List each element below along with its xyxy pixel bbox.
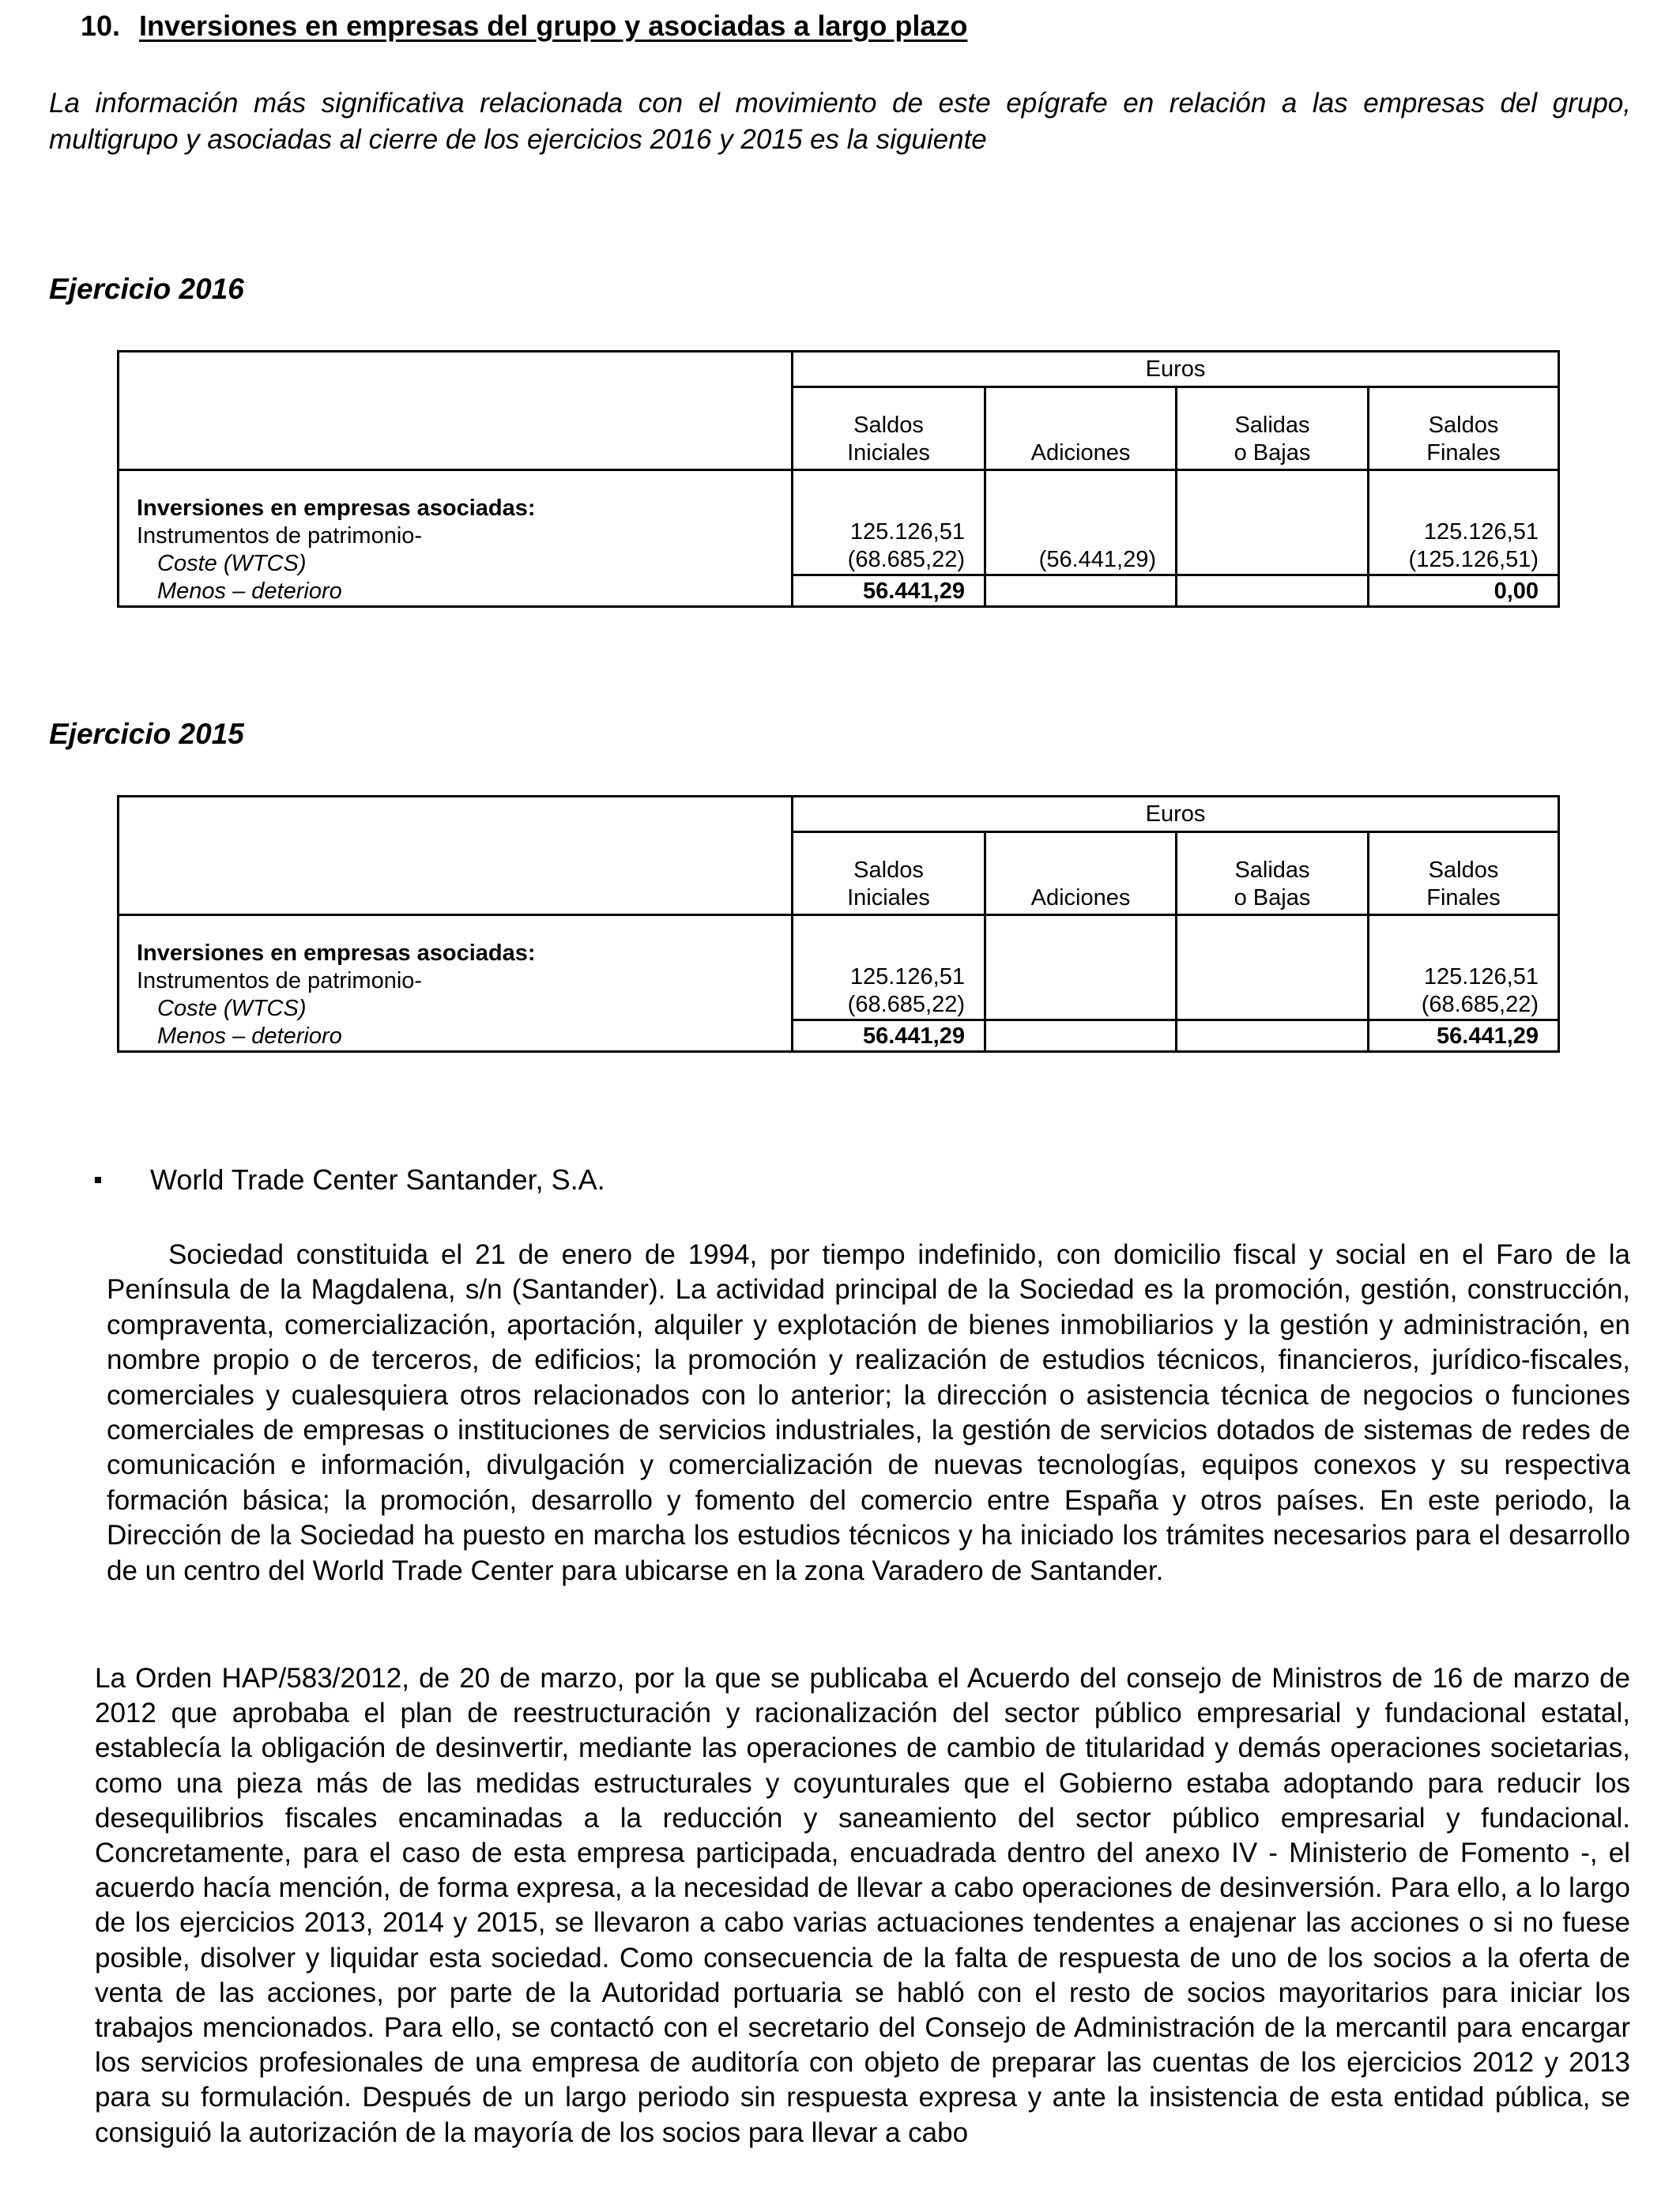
bullet-icon <box>95 1177 101 1183</box>
row-label-coste: Coste (WTCS) <box>157 551 307 576</box>
value-cell: 125.126,51 <box>849 519 965 545</box>
cell-values-col3 <box>1177 915 1369 1020</box>
col-header-salidas: Salidas o Bajas <box>1177 387 1369 470</box>
investments-table-2016 <box>117 350 1560 608</box>
row-label-deterioro: Menos – deterioro <box>157 579 342 604</box>
value-cell: 125.126,51 <box>1423 519 1539 545</box>
table-corner <box>119 352 793 387</box>
value-cell <box>1177 518 1348 546</box>
row-label-coste: Coste (WTCS) <box>157 996 307 1021</box>
value-cell: 125.126,51 <box>849 964 965 990</box>
value-cell <box>986 991 1156 1019</box>
col-header-saldos-finales: Saldos Finales <box>1369 387 1559 470</box>
company-bullet <box>95 1163 605 1197</box>
cell-values-col3 <box>1177 470 1369 575</box>
value-cell <box>986 963 1156 991</box>
label-header-cell <box>119 832 793 915</box>
cell-values-col2 <box>985 915 1177 1020</box>
total-cell: 56.441,29 <box>793 1020 985 1052</box>
group-label: Inversiones en empresas asociadas: <box>137 941 536 966</box>
value-cell <box>1177 991 1348 1019</box>
total-cell <box>985 575 1177 607</box>
row-labels <box>119 915 793 1052</box>
cell-values-col4 <box>1369 915 1559 1020</box>
col-header-saldos-finales: Saldos Finales <box>1369 832 1559 915</box>
intro-paragraph: La información más significativa relacionada con el movimiento de este epígrafe en relación a las empresas del grupo, multigrupo y asociadas al cierre de los ejercicios 2016 y 2015 es la siguiente <box>49 88 1631 155</box>
col-header-adiciones: Adiciones <box>985 387 1177 470</box>
total-cell <box>1177 575 1369 607</box>
value-cell: 125.126,51 <box>1423 964 1539 990</box>
value-cell: (68.685,22) <box>847 547 965 572</box>
value-cell: (125.126,51) <box>1408 547 1539 572</box>
sub-label: Instrumentos de patrimonio- <box>137 968 423 993</box>
cell-values-col1 <box>793 915 985 1020</box>
divestment-paragraph: La Orden HAP/583/2012, de 20 de marzo, por la que se publicaba el Acuerdo del consejo de Ministros de 16 de marzo de 2012 que aprobaba el plan de reestructuración y racionalización del sector público empresarial y fundacional estatal, establecía la obligación de desinvertir, mediante las operaciones de cambio de titularidad y demás operaciones societarias, como una pieza más de las medidas estructurales y coyunturales que el Gobierno estaba adoptando para reducir los desequilibrios fiscales encaminadas a la reducción y saneamiento del sector público empresarial y fundacional. Concretamente, para el caso de esta empresa participada, encuadrada dentro del anexo IV - Ministerio de Fomento -, el acuerdo hacía mención, de forma expresa, a la necesidad de llevar a cabo operaciones de desinversión. Para ello, a lo largo de los ejercicios 2013, 2014 y 2015, se llevaron a cabo varias actuaciones tendentes a enajenar las acciones o si no fuese posible, disolver y liquidar esta sociedad. Como consecuencia de la falta de respuesta de uno de los socios a la oferta de venta de las acciones, por parte de la Autoridad portuaria se habló con el resto de socios mayoritarios para iniciar los trabajos mencionados. Para ello, se contactó con el secretario del Consejo de Administración de la mercantil para encargar los servicios profesionales de una empresa de auditoría con objeto de preparar las cuentas de los ejercicios 2012 y 2013 para su formulación. Después de un largo periodo sin respuesta expresa y ante la insistencia de esta entidad pública, se consiguió la autorización de la mayoría de los socios para llevar a cabo <box>95 1663 1630 2148</box>
company-name: World Trade Center Santander, S.A. <box>150 1163 605 1196</box>
value-cell: (68.685,22) <box>1421 992 1539 1017</box>
total-cell <box>985 1020 1177 1052</box>
value-cell: (68.685,22) <box>847 992 965 1017</box>
section-number: 10. <box>80 9 120 42</box>
label-header-cell <box>119 387 793 470</box>
cell-values-col1 <box>793 470 985 575</box>
sub-label: Instrumentos de patrimonio- <box>137 523 423 548</box>
section-title: Inversiones en empresas del grupo y asociadas a largo plazo <box>139 9 968 42</box>
table-heading-2015: Ejercicio 2015 <box>49 718 244 750</box>
value-cell <box>1177 963 1348 991</box>
group-label: Inversiones en empresas asociadas: <box>137 496 536 521</box>
section-heading <box>49 9 967 43</box>
company-description: Sociedad constituida el 21 de enero de 1994, por tiempo indefinido, con domicilio fiscal y social en el Faro de la Península de la Magdalena, s/n (Santander). La actividad principal de la Sociedad es la promoción, gestión, construcción, compraventa, comercialización, aportación, alquiler y explotación de bienes inmobiliarios y la gestión y administración, en nombre propio o de terceros, de edificios; la promoción y realización de estudios técnicos, financieros, jurídico-fiscales, comerciales y cualesquiera otros relacionados con lo anterior; la dirección o asistencia técnica de negocios o funciones comerciales de empresas o instituciones de servicios industriales, la gestión de servicios dotados de sistemas de redes de comunicación e información, divulgación y comercialización de nuevas tecnologías, equipos conexos y su respectiva formación básica; la promoción, desarrollo y fomento del comercio entre España y otros países. En este periodo, la Dirección de la Sociedad ha puesto en marcha los estudios técnicos y ha iniciado los trámites necesarios para el desarrollo de un centro del World Trade Center para ubicarse en la zona Varadero de Santander. <box>107 1239 1630 1586</box>
cell-values-col4 <box>1369 470 1559 575</box>
col-header-adiciones: Adiciones <box>985 832 1177 915</box>
total-cell: 56.441,29 <box>793 575 985 607</box>
value-cell <box>986 518 1156 546</box>
currency-header: Euros <box>793 797 1559 832</box>
total-cell: 56.441,29 <box>1369 1020 1559 1052</box>
col-header-saldos-iniciales: Saldos Iniciales <box>793 832 985 915</box>
value-cell: (56.441,29) <box>1038 547 1156 572</box>
col-header-saldos-iniciales: Saldos Iniciales <box>793 387 985 470</box>
row-label-deterioro: Menos – deterioro <box>157 1023 342 1049</box>
total-cell: 0,00 <box>1369 575 1559 607</box>
row-labels <box>119 470 793 607</box>
col-header-salidas: Salidas o Bajas <box>1177 832 1369 915</box>
total-cell <box>1177 1020 1369 1052</box>
currency-header: Euros <box>793 352 1559 387</box>
table-heading-2016: Ejercicio 2016 <box>49 273 244 305</box>
table-corner <box>119 797 793 832</box>
value-cell <box>1177 546 1348 574</box>
investments-table-2015 <box>117 795 1560 1053</box>
cell-values-col2 <box>985 470 1177 575</box>
